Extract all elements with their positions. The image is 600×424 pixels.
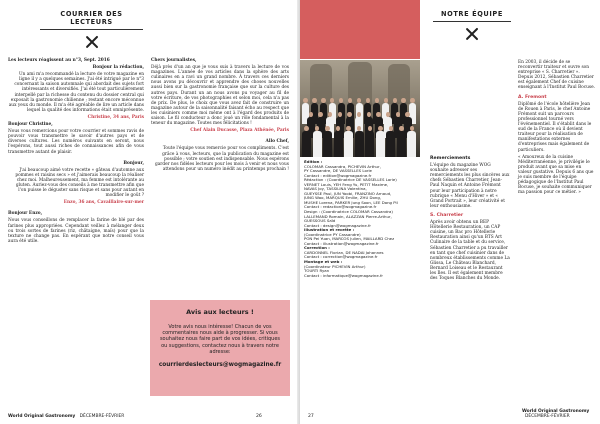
team-member-face [393,98,397,103]
team-member-face [325,126,329,131]
letter-1-heading: Bonjour la rédaction, [92,65,144,71]
team-credits [304,160,420,278]
team-member-face [401,98,405,103]
charretier-heading: S. Charretier [430,212,464,218]
team-member-face [396,112,400,117]
reply-2-body: Nous vous conseillons de remplacer la farine de blé par des farines plus appropriées. Cependant veillez à mélanger deux ou trois sortes de farines (riz, châtaigne, maïs) pour que la texture ne change pas. En espérant que notre conseil vous aura été utile. [8,218,144,244]
team-member-figure [365,131,374,157]
credit-line: LALLEMAND Romain, ALAZZAN Pierre-Arthur, [304,214,392,219]
thanks-body: L'équipe du magazine WOG souhaite adresser ses remerciements les plus sincères aux chefs Sébastien Charretier, Jean-Paul Naquin et Antoine Frémont pour leur participation à notre rubrique « Menu d'Hiver » et « Grand Portrait », leur créativité et leur enthousiasme. [430,163,510,209]
left-footer [8,414,124,419]
credit-line: VERNET Louis, YEH Feng Yu, PETIT Maxime, [304,182,389,187]
team-member-face [338,112,342,117]
letters-column-2 [151,58,289,296]
credit-line: Contact : redaction@wogmagazine.fr [304,205,377,210]
credit-line: GUEYSSE Paul, JUN Yoobi, FRANZINO Arnaud, [304,191,392,196]
credit-line: Contact : edition@wogmagazine.fr [304,173,372,178]
letter-1-signature: Christine, 34 ans, Paris [87,114,144,120]
team-member-face [399,126,403,131]
letters-column-1 [8,58,144,376]
team-member-figure [344,131,353,157]
team-member-face [318,112,322,117]
team-member-figure [376,131,385,157]
team-member-face [375,98,379,103]
credit-line: Correction : [304,246,330,251]
team-member-figure [323,131,332,157]
right-footer [522,409,600,419]
thanks-heading: Remerciements [430,156,471,161]
credit-line: Édition : [304,160,323,164]
fremont-heading: A. Fremont [518,94,547,100]
credit-line: Design : (Coordinatrice COLOMAR Cassandra) [304,210,393,215]
reply-1-body: Nous vous remercions pour votre courrier et sommes ravis de pouvoir vous transmettre le savoir d'autres pays et de diverses cultures. Les numéros suivants en seront, nous l'espérons, tout aussi riches de connaissances afin de vous transmettre autant de plaisir. [8,129,144,155]
footer-brand: World Original Gastronomy [8,414,76,419]
footer-period: DÉCEMBRE-FÉVRIER [79,414,125,419]
letters-intro: Les lecteurs réagissent au n°3, Sept. 2016 [8,58,110,63]
reply-2-heading: Bonjour Enzo, [8,211,43,217]
team-member-face [368,126,372,131]
page-number-left: 26 [256,414,262,419]
credit-line: TOURTI Ryan [304,269,330,274]
team-member-figure [302,131,311,157]
team-member-figure [407,131,416,157]
team-column-3 [518,60,596,406]
team-member-figure [355,131,364,157]
credit-line: Illustration et recette : [304,228,355,233]
team-member-face [347,112,351,117]
reply-3-body: Toute l'équipe vous remercie pour vos compliments. C'est grâce à vous, lecteurs, que la publication du magazine est possible ; votre soutien est indispensable. Nous espérons garder nos fidèles lecteurs pour les mois à venir et nous vous attendons pour un numéro inédit au printemps prochain ! [154,146,289,172]
crossed-utensils-icon [85,35,99,49]
team-member-face [304,126,308,131]
team-member-figure [313,131,322,157]
team-member-figure [386,131,395,157]
team-member-face [312,98,316,103]
credit-line: Montage et web : [304,260,343,265]
credit-line: Contact : design@wogmagazine.fr [304,223,371,228]
team-member-face [384,98,388,103]
letter-1-body: Un ami m'a recommandé la lecture de votre magazine en ligne il y a quelques semaines. J'ai été intrigué par le n°3 concernant la saison automnale qui abordait des sujets fort intéressants et diversifiés. J'ai été tout particulièrement interpellé par la richesse du contenu du dossier central qui exposait la gastronomie chilienne ; restant encore méconnue aux yeux du monde. Il m'a été agréable de lire un article dans lequel la qualité des informations était omniprésente. [8,72,144,113]
letter-2-signature: Enzo, 36 ans, Cavaillaire-sur-mer [63,200,144,206]
team-member-face [389,126,393,131]
team-photo [300,60,420,157]
page-title-equipe: NOTRE ÉQUIPE [441,10,503,18]
credit-line: (Coordinateur PICHEVIN Arthur) [304,264,366,269]
credit-line: (Coordinatrice PY Cassandre) [304,232,361,237]
credit-line: NAVAS Joy, TASSILINA Valentina, [304,187,367,192]
team-member-face [376,112,380,117]
team-member-face [366,98,370,103]
title-rule [433,21,511,22]
team-member-face [321,98,325,103]
reply-1-heading: Bonjour Christine, [8,122,53,128]
team-member-face [405,112,409,117]
page-number-right: 27 [308,414,314,419]
title-rule [40,29,143,30]
crossed-utensils-icon [465,27,479,41]
fremont-body: Diplômé de l'école hôtelière Jean de Rouen à Paris, le chef Antoine Frémont suit un parcours professionnel tourné vers l'événementiel. Il s'établit dans le sud de la France où il devient traiteur pour la réalisation de manifestations externes d'entreprises mais également de particuliers. [518,101,592,153]
footer-period: DÉCEMBRE-FÉVRIER [525,414,570,419]
team-column-2 [430,156,510,408]
team-member-face [309,112,313,117]
credit-line: Rédaction : (Coordinatrice DE VASSELLES Lorie) [304,178,397,183]
reader-notice-box [150,300,290,396]
right-page-title-block [433,10,511,45]
letter-3-signature: Chef Alain Ducasse, Plaza Athénée, Paris [190,128,289,134]
team-member-face [378,126,382,131]
letter-3-body: Déjà près d'un an que je vous suis à travers la lecture de vos magazines. L'année de vos articles dans la sphère des arts culinaires en a ravi un grand nombre. À travers ces derniers nous avons pu découvrir et apprendre des choses nouvelles aussi bien sur la gastronomie française que sur la culture des autres pays. Durant un an nous avons pu voyager au fil de votre écriture, de vos photographies et selon moi, cela n'a pas de prix. De plus, le choix que vous avez fait de construire un magazine autour de la saisonnalité faisant écho au respect que les cuisiniers comme moi même ont à l'égard des produits de saison. Le fil conducteur a donc joué un rôle fondamental à la teneur du magazine. Toutes mes félicitations ! [151,65,289,127]
footer-brand: World Original Gastronomy [522,409,590,414]
credit-line: Contact : informatique@wogmagazine.fr [304,273,383,278]
credit-line: PY Cassandre, DE VASSELLES Lorie [304,169,372,174]
team-member-figure [397,131,406,157]
credit-line: GUESSOUS Saïd [304,219,336,224]
reply-3-heading: Allo Chef, [265,139,289,145]
page-title-courrier: COURRIER DES LECTEURS [60,10,123,26]
team-member-figure [334,131,343,157]
team-member-face [410,126,414,131]
credit-line: MUSHE Lorena, PARKER Jung Soon, LEE Dong Pil [304,200,398,205]
team-member-face [410,98,414,103]
letter-2-body: J'ai beaucoup aimé votre recette « gâteau d'automne aux pommes et raisins secs » et j'aimerais beaucoup la réaliser chez moi. Malheureusement, ma femme est intolérante au gluten. Auriez-vous des conseils à me transmettre afin que l'on puisse le déguster sans risque et sans pour autant en modifier le goût ? [15,167,144,199]
right-page [300,0,600,424]
fremont-quote: « Amoureux de la cuisine Méditerranéenne, je privilégie le produit avant que sa mise en valeur gustative. Depuis 6 ans que je suis membre de l'équipe pédagogique de l'Institut Paul Bocuse, je souhaite communiquer ma passion pour ce métier. » [518,154,594,196]
credit-line: JUNG Woo, MARQUIS Emilie, ZHU Dong, [304,196,382,201]
pink-header-block [300,0,420,59]
credit-line: Contact : correction@wogmagazine.fr [304,255,378,260]
credit-line: Contact : illustration@wogmagazine.fr [304,241,379,246]
credit-line: CARDONNEL Florian, DE NADAI Johannes [304,250,384,255]
notice-title: Avis aux lecteurs ! [186,308,254,316]
letter-3-heading: Chers journalistes, [151,58,197,63]
team-member-face [346,126,350,131]
credit-line: COLOMAR Cassandra, PICHEVIN Arthur, [304,164,381,169]
charretier-body-continued: En 2003, il décide de se reconvertir traiteur et ouvre son entreprise « S. Charretier ». Depuis 2012, Sébastien Charretier est également Chef de cuisine enseignant à l'Institut Paul Bocuse. [518,60,596,91]
letter-2-heading: Bonjour, [123,160,144,166]
left-page-title-block [40,10,143,53]
team-member-face [367,112,371,117]
notice-body: Votre avis nous intéresse! Chacun de vos commentaires nous aide à progresser. Si vous souhaitez nous faire part de vos idées, critiques ou suggestions, contactez nous à travers notre adresse: [159,324,281,355]
credit-line: PON Pei Yuan, MARCOS Julien, MAILLARD Chez [304,237,395,242]
charretier-body: Après avoir obtenu un BEP Hôtellerie Restauration, un CAP cuisine, un Bac pro Hôtellerie Restauration ainsi qu'un BTS Art Culinaire de la table et du service, Sébastien Charretier a pu travailler en tant que chef cuisinier dans de nombreux établissements comme La Glissa, Le Château Blanchard, Bernard Loiseau et le Restaurant les Iles. Il est également membre des Toques Blanches du Monde. [430,220,510,282]
notice-email-link[interactable]: courrierdeslecteurs@wogmagazine.fr [158,362,282,369]
team-member-face [303,98,307,103]
